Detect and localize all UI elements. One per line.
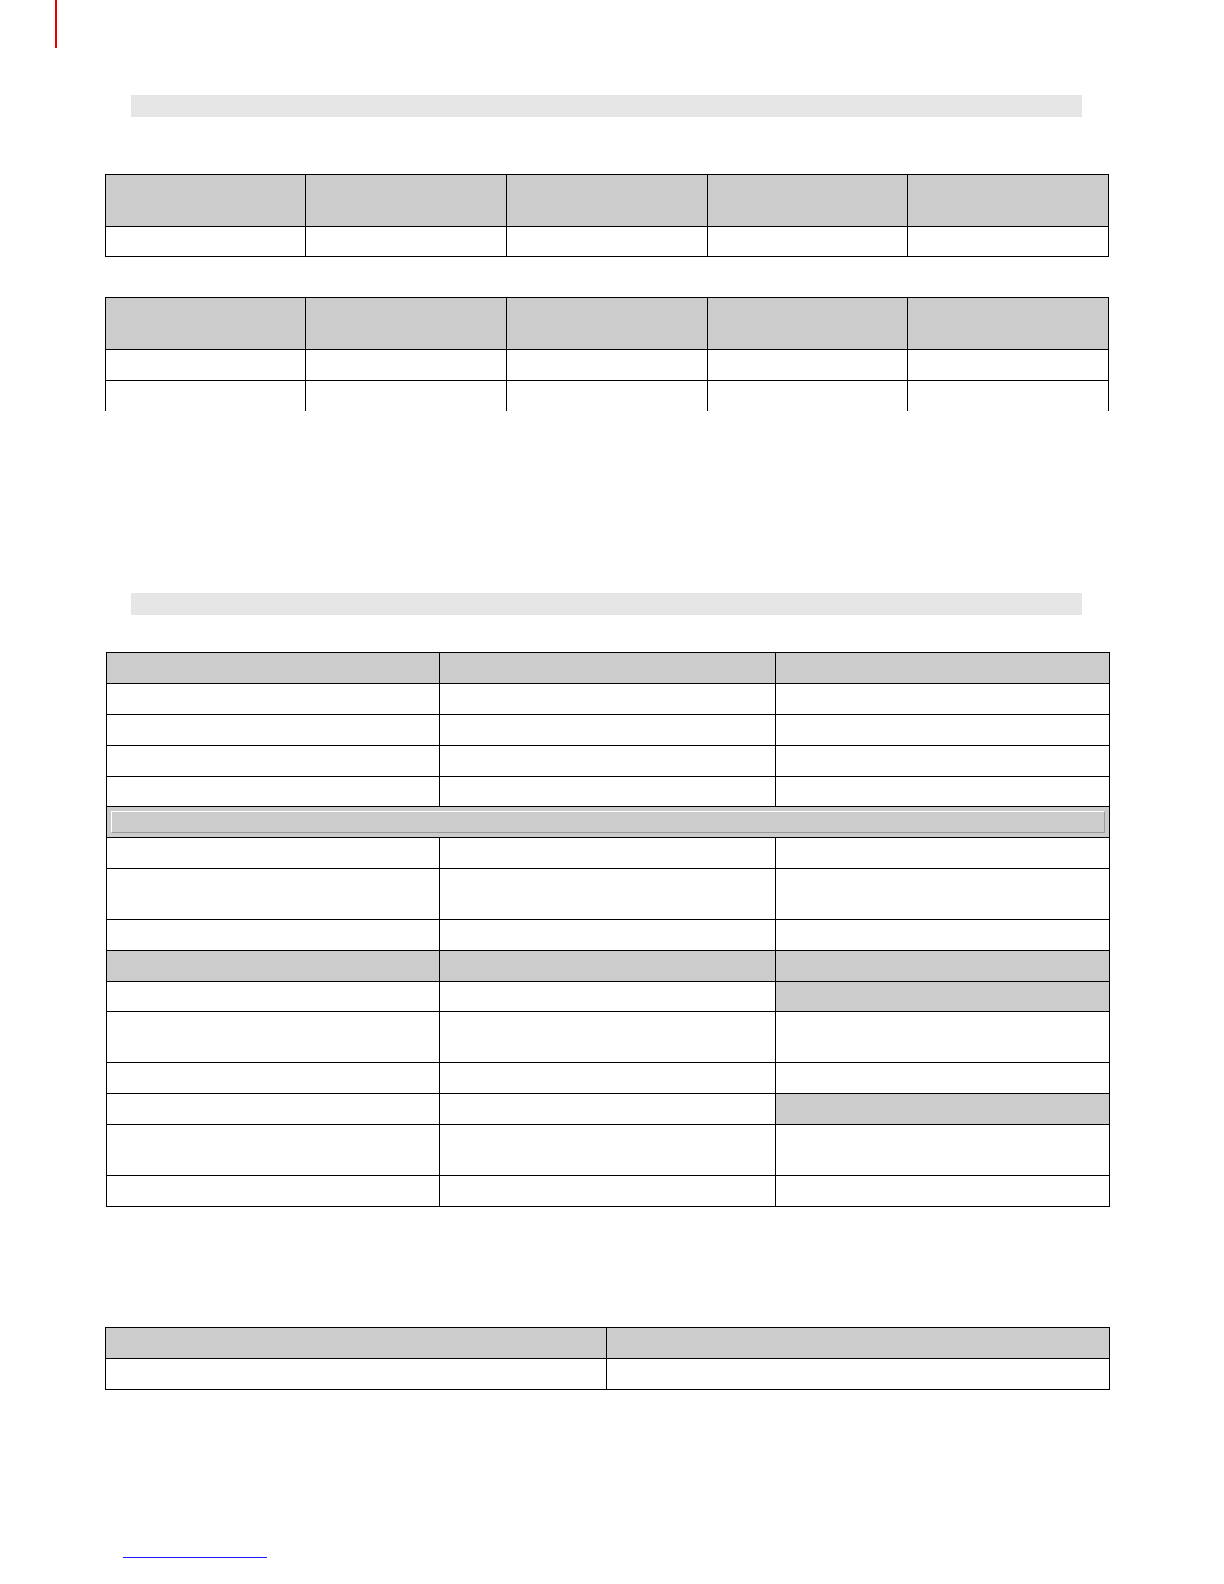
table-d — [105, 1327, 1110, 1390]
table-c-cell — [107, 1176, 440, 1207]
table-row — [107, 777, 1110, 807]
table-row — [106, 381, 1109, 411]
table-c-cell — [776, 1012, 1110, 1063]
table-c-subheader-cell — [107, 951, 440, 982]
table-row — [107, 684, 1110, 715]
table-c-cell — [440, 777, 776, 807]
table-c-cell — [107, 715, 440, 746]
table-c-subheader-cell — [440, 951, 776, 982]
table-row — [106, 1359, 1110, 1390]
table-c-subheader-cell — [776, 951, 1110, 982]
table-c-cell — [107, 1094, 440, 1125]
table-b-header-cell — [908, 298, 1109, 350]
table-b-cell — [507, 350, 708, 381]
table-c-header-cell — [776, 653, 1110, 684]
table-subheader-row — [107, 951, 1110, 982]
table-c-cell — [440, 746, 776, 777]
table-row — [107, 746, 1110, 777]
table-c-cell — [440, 920, 776, 951]
table-row — [107, 869, 1110, 920]
table-a-header-cell — [708, 175, 908, 227]
table-c-cell — [440, 684, 776, 715]
table-b-header-cell — [708, 298, 908, 350]
section-heading-band-1 — [131, 95, 1082, 117]
table-c-cell — [107, 777, 440, 807]
table-row — [107, 1012, 1110, 1063]
table-c-cell — [440, 1012, 776, 1063]
table-c-cell — [107, 982, 440, 1012]
table-b — [105, 297, 1109, 411]
table-c — [106, 652, 1110, 1207]
table-row — [107, 838, 1110, 869]
table-row — [106, 350, 1109, 381]
table-a-cell — [908, 227, 1109, 257]
table-c-header-cell — [107, 653, 440, 684]
page-margin-mark — [55, 0, 57, 48]
table-a-header-cell — [106, 175, 306, 227]
table-c-cell — [440, 869, 776, 920]
table-c-cell — [440, 838, 776, 869]
table-row — [107, 1094, 1110, 1125]
table-c-cell — [440, 1063, 776, 1094]
table-c-cell — [776, 1063, 1110, 1094]
table-c-cell-shaded — [776, 1094, 1110, 1125]
table-c-cell — [440, 715, 776, 746]
table-c-cell — [107, 869, 440, 920]
table-b-cell — [306, 381, 507, 411]
table-b-cell — [908, 350, 1109, 381]
table-row — [107, 1063, 1110, 1094]
table-c-cell — [776, 1176, 1110, 1207]
table-c-cell — [440, 982, 776, 1012]
table-row — [107, 1125, 1110, 1176]
table-d-header-cell — [607, 1328, 1110, 1359]
table-row — [107, 715, 1110, 746]
table-c-cell — [107, 1125, 440, 1176]
section-row-cell — [107, 807, 1110, 838]
table-d-cell — [106, 1359, 607, 1390]
table-row — [106, 227, 1109, 257]
table-c-cell — [107, 746, 440, 777]
table-b-header-cell — [306, 298, 507, 350]
table-row — [107, 920, 1110, 951]
table-c-cell — [107, 920, 440, 951]
table-b-header-cell — [106, 298, 306, 350]
table-c-cell — [440, 1094, 776, 1125]
table-c-cell — [776, 684, 1110, 715]
table-c-cell — [107, 1063, 440, 1094]
table-c-cell — [107, 838, 440, 869]
table-b-cell — [106, 350, 306, 381]
table-b-header-cell — [507, 298, 708, 350]
section-heading-band-2 — [131, 593, 1082, 615]
table-c-cell — [776, 715, 1110, 746]
table-row — [107, 982, 1110, 1012]
table-a — [105, 174, 1109, 257]
table-d-cell — [607, 1359, 1110, 1390]
table-a-cell — [106, 227, 306, 257]
section-row-bar — [111, 811, 1105, 833]
table-section-row — [107, 807, 1110, 838]
table-b-cell — [507, 381, 708, 411]
table-b-cell — [306, 350, 507, 381]
table-c-cell — [776, 746, 1110, 777]
table-b-cell — [908, 381, 1109, 411]
table-c-cell — [776, 777, 1110, 807]
table-d-header-cell — [106, 1328, 607, 1359]
table-a-cell — [306, 227, 507, 257]
table-c-cell — [107, 1012, 440, 1063]
table-c-cell — [776, 920, 1110, 951]
table-c-cell-shaded — [776, 982, 1110, 1012]
table-a-header-cell — [507, 175, 708, 227]
table-c-cell — [776, 838, 1110, 869]
table-c-cell — [440, 1176, 776, 1207]
footnote-separator — [123, 1557, 267, 1558]
table-c-cell — [440, 1125, 776, 1176]
table-c-header-cell — [440, 653, 776, 684]
table-b-cell — [708, 350, 908, 381]
table-row — [107, 1176, 1110, 1207]
table-a-header-cell — [908, 175, 1109, 227]
table-a-cell — [708, 227, 908, 257]
table-c-cell — [776, 869, 1110, 920]
table-c-cell — [107, 684, 440, 715]
table-a-cell — [507, 227, 708, 257]
table-b-cell — [106, 381, 306, 411]
table-b-cell — [708, 381, 908, 411]
table-c-cell — [776, 1125, 1110, 1176]
table-a-header-cell — [306, 175, 507, 227]
